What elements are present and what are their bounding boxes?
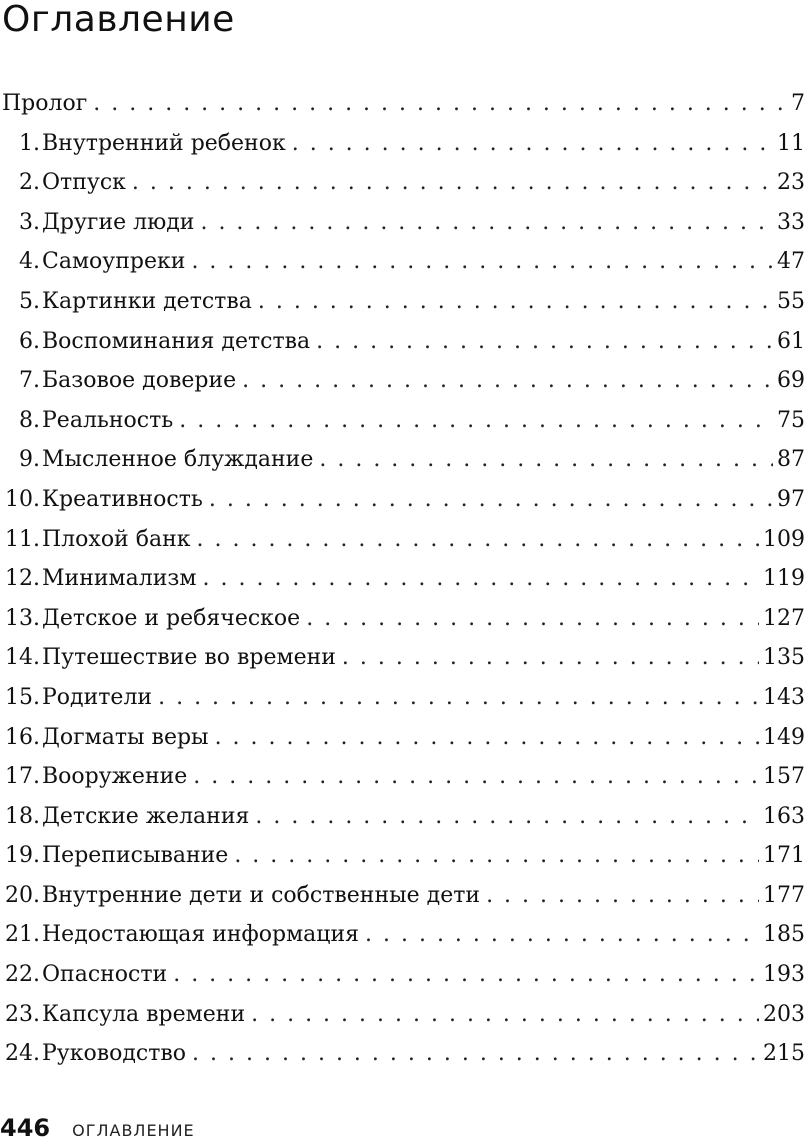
toc-entry-number: 7. <box>19 368 40 394</box>
toc-entry[interactable] <box>2 836 806 876</box>
toc-entry[interactable] <box>2 718 806 758</box>
toc-entry-number: 4. <box>19 249 40 275</box>
toc-entry-title: Воспоминания детства <box>42 328 311 354</box>
dot-leader <box>486 876 759 916</box>
dot-leader <box>173 955 759 995</box>
toc-entry-title: Детское и ребяческое <box>42 605 301 631</box>
toc-entry-number: 24. <box>5 1041 40 1067</box>
toc-entry[interactable] <box>2 440 806 480</box>
toc-entry-page: 69 <box>777 368 805 394</box>
toc-entry[interactable] <box>2 520 806 560</box>
dot-leader <box>203 559 760 599</box>
toc-entry-number: 2. <box>19 170 40 196</box>
dot-leader <box>200 203 773 243</box>
toc-entry-number: 11. <box>5 526 40 552</box>
toc-entry-title: Внутренние дети и собственные дети <box>42 882 481 908</box>
page-footer <box>0 1114 195 1142</box>
toc-entry-page: 75 <box>777 407 805 433</box>
dot-leader <box>193 757 759 797</box>
toc-entry[interactable] <box>2 599 806 639</box>
toc-entry-title: Опасности <box>42 962 168 988</box>
toc-entry-number: 6. <box>19 328 40 354</box>
toc-entry-page: 87 <box>777 447 805 473</box>
toc-entry-title: Другие люди <box>42 209 195 235</box>
toc-entry-page: 61 <box>777 328 805 354</box>
dot-leader <box>191 242 773 282</box>
toc-entry-number: 3. <box>19 209 40 235</box>
toc-entry-prolog[interactable] <box>2 84 806 124</box>
toc-entry-title: Капсула времени <box>42 1001 246 1027</box>
toc-entry-page: 135 <box>763 645 805 671</box>
toc-entry[interactable] <box>2 757 806 797</box>
toc-entry[interactable] <box>2 480 806 520</box>
toc-entry[interactable] <box>2 401 806 441</box>
toc-entry-number: 22. <box>5 962 40 988</box>
toc-entry-page: 47 <box>777 249 805 275</box>
page-title: Оглавление <box>2 0 235 40</box>
toc-entry-number: 13. <box>5 605 40 631</box>
toc-entry-number: 10. <box>5 486 40 512</box>
dot-leader <box>316 322 773 362</box>
toc-entry[interactable] <box>2 876 806 916</box>
toc-entry-title: Мысленное блуждание <box>42 447 314 473</box>
toc-entry[interactable] <box>2 282 806 322</box>
toc-entry-page: 109 <box>763 526 805 552</box>
dot-leader <box>342 638 759 678</box>
toc-entry-page: 7 <box>791 91 805 116</box>
toc-entry-number: 23. <box>5 1001 40 1027</box>
dot-leader <box>292 124 773 164</box>
toc-entry-page: 177 <box>763 882 805 908</box>
dot-leader <box>209 480 773 520</box>
toc-entry-page: 127 <box>763 605 805 631</box>
footer-section-title: ОГЛАВЛЕНИЕ <box>72 1121 195 1140</box>
toc-entry[interactable] <box>2 124 806 164</box>
dot-leader <box>319 440 773 480</box>
dot-leader <box>258 282 773 322</box>
toc-entry-number: 5. <box>19 288 40 314</box>
toc-entry-title: Недостающая информация <box>42 922 359 948</box>
toc-entry-number: 1. <box>19 130 40 156</box>
toc-entry-page: 157 <box>763 764 805 790</box>
toc-entry-title: Детские желания <box>42 803 250 829</box>
dot-leader <box>255 797 759 837</box>
toc-entry[interactable] <box>2 203 806 243</box>
toc-entry-number: 19. <box>5 843 40 869</box>
toc-entry-title: Переписывание <box>42 843 229 869</box>
dot-leader <box>93 84 787 124</box>
toc-entry-title: Плохой банк <box>42 526 191 552</box>
toc-entry-title: Реальность <box>42 407 174 433</box>
toc-entry-title: Картинки детства <box>42 288 252 314</box>
toc-entry-number: 16. <box>5 724 40 750</box>
toc-entry-title: Догматы веры <box>42 724 209 750</box>
table-of-contents <box>2 84 806 1074</box>
toc-entry-number: 15. <box>5 684 40 710</box>
toc-entry[interactable] <box>2 955 806 995</box>
dot-leader <box>215 718 759 758</box>
toc-entry-page: 163 <box>763 803 805 829</box>
toc-entry-title: Вооружение <box>42 764 188 790</box>
toc-entry-page: 33 <box>777 209 805 235</box>
toc-entry-page: 149 <box>763 724 805 750</box>
toc-entry-title: Самоупреки <box>42 249 186 275</box>
toc-entry-title: Отпуск <box>42 170 126 196</box>
toc-entry-title: Креативность <box>42 486 203 512</box>
toc-entry-number: 20. <box>5 882 40 908</box>
footer-page-number: 446 <box>0 1114 51 1142</box>
toc-entry-title: Внутренний ребенок <box>42 130 286 156</box>
toc-entry-number: 18. <box>5 803 40 829</box>
toc-entry[interactable] <box>2 638 806 678</box>
toc-entry[interactable] <box>2 559 806 599</box>
toc-entry[interactable] <box>2 361 806 401</box>
toc-entry-title: Пролог <box>2 91 88 116</box>
toc-entry-title: Минимализм <box>42 566 197 592</box>
toc-entry-page: 185 <box>763 922 805 948</box>
toc-entry-title: Руководство <box>42 1041 187 1067</box>
toc-entry[interactable] <box>2 322 806 362</box>
toc-entry[interactable] <box>2 678 806 718</box>
toc-entry-page: 119 <box>763 566 805 592</box>
toc-entry-title: Родители <box>42 684 153 710</box>
toc-entry-page: 215 <box>763 1041 805 1067</box>
toc-entry-number: 8. <box>19 407 40 433</box>
toc-entry-page: 203 <box>763 1001 805 1027</box>
dot-leader <box>192 1034 759 1074</box>
toc-entry-page: 171 <box>763 843 805 869</box>
dot-leader <box>158 678 759 718</box>
dot-leader <box>306 599 759 639</box>
toc-entry-page: 143 <box>763 684 805 710</box>
toc-entry[interactable] <box>2 797 806 837</box>
toc-entry[interactable] <box>2 163 806 203</box>
dot-leader <box>242 361 773 401</box>
toc-entry-page: 55 <box>777 288 805 314</box>
dot-leader <box>179 401 773 441</box>
toc-entry[interactable] <box>2 995 806 1035</box>
dot-leader <box>197 520 760 560</box>
toc-entry[interactable] <box>2 915 806 955</box>
dot-leader <box>251 995 759 1035</box>
toc-entry-title: Базовое доверие <box>42 368 237 394</box>
toc-entry-page: 193 <box>763 962 805 988</box>
toc-entry-page: 11 <box>777 130 805 156</box>
toc-entry[interactable] <box>2 242 806 282</box>
dot-leader <box>365 915 759 955</box>
toc-entry-title: Путешествие во времени <box>42 645 336 671</box>
toc-entry-number: 21. <box>5 922 40 948</box>
dot-leader <box>132 163 773 203</box>
toc-entry-page: 23 <box>777 170 805 196</box>
toc-entry-number: 9. <box>19 447 40 473</box>
toc-entry[interactable] <box>2 1034 806 1074</box>
toc-entry-number: 12. <box>5 566 40 592</box>
dot-leader <box>234 836 759 876</box>
toc-entry-number: 14. <box>5 645 40 671</box>
toc-entry-number: 17. <box>5 764 40 790</box>
toc-entry-page: 97 <box>777 486 805 512</box>
